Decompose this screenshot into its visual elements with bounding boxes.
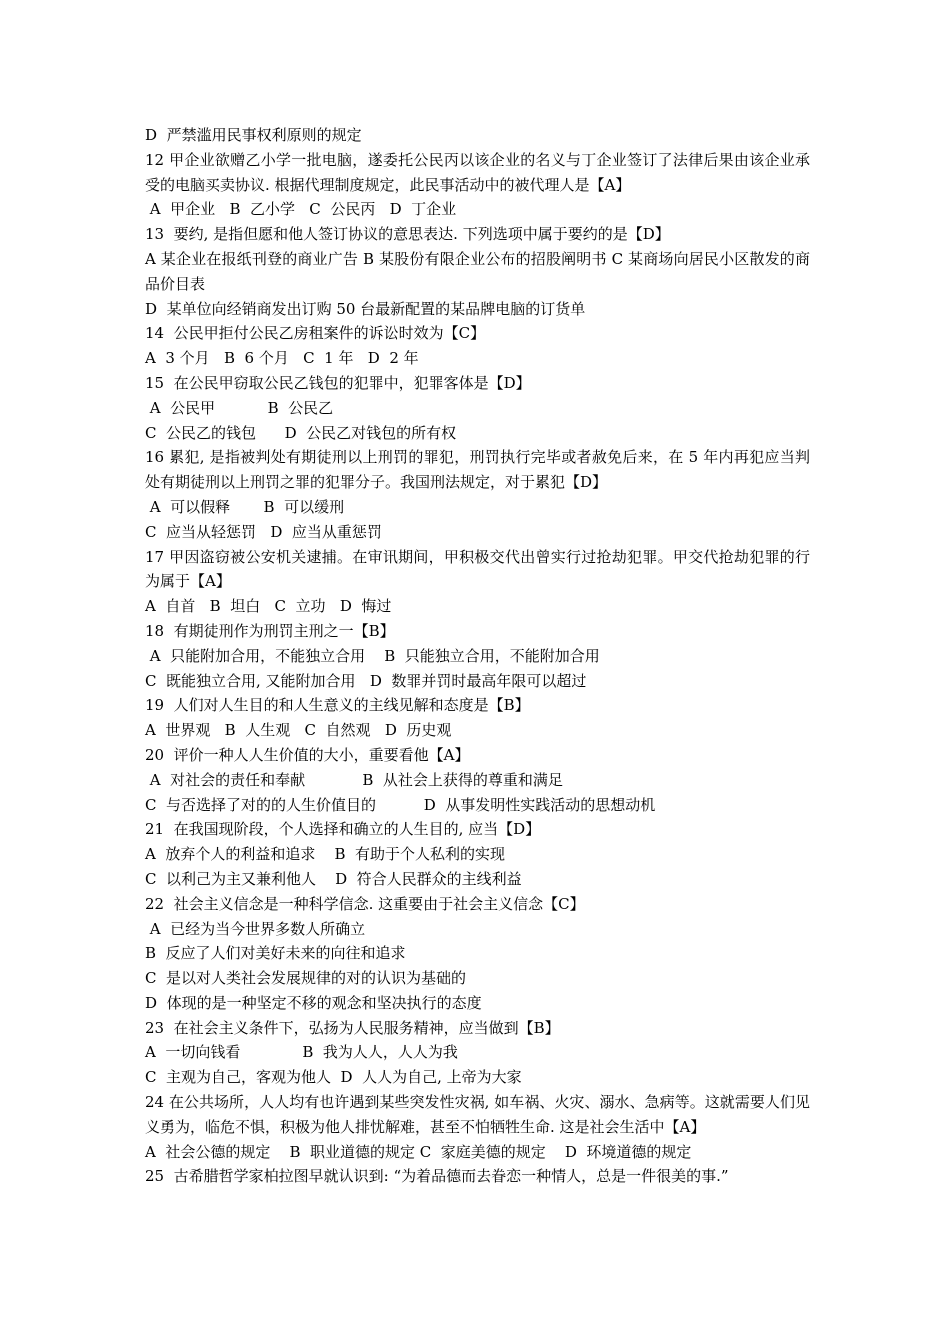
options-16-ab: A 可以假释 B 可以缓刑 — [145, 497, 345, 516]
option-22-a: A 已经为当今世界多数人所确立 — [145, 919, 366, 938]
text-line: D 严禁滥用民事权利原则的规定 — [145, 126, 362, 144]
option-13-d: D 某单位向经销商发出订购 50 台最新配置的某品牌电脑的订货单 — [145, 299, 586, 318]
question-12: 12 甲企业欲赠乙小学一批电脑，遂委托公民丙以该企业的名义与丁企业签订了法律后果由该企业承受的电脑买卖协议. 根据代理制度规定，此民事活动中的被代理人是【A】 — [145, 150, 810, 194]
question-22: 22 社会主义信念是一种科学信念. 这重要由于社会主义信念【C】 — [145, 894, 585, 913]
question-13: 13 要约, 是指但愿和他人签订协议的意思表达. 下列选项中属于要约的是【D】 — [145, 225, 670, 244]
options-21-ab: A 放弃个人的利益和追求 B 有助于个人私利的实现 — [145, 845, 506, 864]
options-21-cd: C 以利己为主又兼利他人 D 符合人民群众的主线利益 — [145, 869, 522, 888]
question-23: 23 在社会主义条件下，弘扬为人民服务精神，应当做到【B】 — [145, 1018, 560, 1037]
options-13: A 某企业在报纸刊登的商业广告 B 某股份有限企业公布的招股阐明书 C 某商场向居民小区散发的商品价目表 — [145, 249, 810, 293]
option-22-d: D 体现的是一种坚定不移的观念和坚决执行的态度 — [145, 993, 482, 1012]
question-19: 19 人们对人生目的和人生意义的主线见解和态度是【B】 — [145, 696, 530, 715]
option-22-c: C 是以对人类社会发展规律的对的认识为基础的 — [145, 969, 467, 988]
question-25: 25 古希腊哲学家柏拉图早就认识到: “为着品德而去眷恋一种情人，总是一件很美的事.” — [145, 1167, 729, 1186]
question-21: 21 在我国现阶段，个人选择和确立的人生目的, 应当【D】 — [145, 820, 541, 839]
options-18-ab: A 只能附加合用，不能独立合用 B 只能独立合用，不能附加合用 — [145, 646, 600, 665]
options-20-cd: C 与否选择了对的的人生价值目的 D 从事发明性实践活动的思想动机 — [145, 795, 656, 814]
question-20: 20 评价一种人人生价值的大小，重要看他【A】 — [145, 745, 470, 764]
question-14: 14 公民甲拒付公民乙房租案件的诉讼时效为【C】 — [145, 324, 486, 343]
question-17: 17 甲因盗窃被公安机关逮捕。在审讯期间，甲积极交代出曾实行过抢劫犯罪。甲交代抢劫犯罪的行为属于【A】 — [145, 547, 810, 591]
question-18: 18 有期徒刑作为刑罚主刑之一【B】 — [145, 621, 395, 640]
option-22-b: B 反应了人们对美好未来的向往和追求 — [145, 944, 406, 963]
question-24: 24 在公共场所，人人均有也许遇到某些突发性灾祸, 如车祸、火灾、溺水、急病等。这就需要人们见义勇为，临危不惧，积极为他人排忧解难，甚至不怕牺牲生命. 这是社会生活中【A】 — [145, 1093, 810, 1136]
options-16-cd: C 应当从轻惩罚 D 应当从重惩罚 — [145, 522, 382, 541]
options-15-ab: A 公民甲 B 公民乙 — [145, 398, 334, 417]
question-15: 15 在公民甲窃取公民乙钱包的犯罪中，犯罪客体是【D】 — [145, 373, 531, 392]
document-page — [145, 123, 810, 1189]
options-17: A 自首 B 坦白 C 立功 D 悔过 — [145, 597, 392, 616]
options-19: A 世界观 B 人生观 C 自然观 D 历史观 — [145, 721, 452, 740]
options-18-cd: C 既能独立合用, 又能附加合用 D 数罪并罚时最高年限可以超过 — [145, 671, 587, 690]
options-24: A 社会公德的规定 B 职业道德的规定 C 家庭美德的规定 D 环境道德的规定 — [145, 1142, 692, 1161]
options-20-ab: A 对社会的责任和奉献 B 从社会上获得的尊重和满足 — [145, 770, 563, 789]
question-16: 16 累犯, 是指被判处有期徒刑以上刑罚的罪犯，刑罚执行完毕或者赦免后来，在 5 年内再犯应当判处有期徒刑以上刑罚之罪的犯罪分子。我国刑法规定，对于累犯【D】 — [145, 448, 810, 492]
options-15-cd: C 公民乙的钱包 D 公民乙对钱包的所有权 — [145, 423, 457, 442]
options-14: A 3 个月 B 6 个月 C 1 年 D 2 年 — [145, 349, 419, 368]
options-12: A 甲企业 B 乙小学 C 公民丙 D 丁企业 — [145, 200, 457, 219]
options-23-cd: C 主观为自己，客观为他人 D 人人为自己, 上帝为大家 — [145, 1068, 522, 1087]
options-23-ab: A 一切向钱看 B 我为人人，人人为我 — [145, 1043, 458, 1062]
